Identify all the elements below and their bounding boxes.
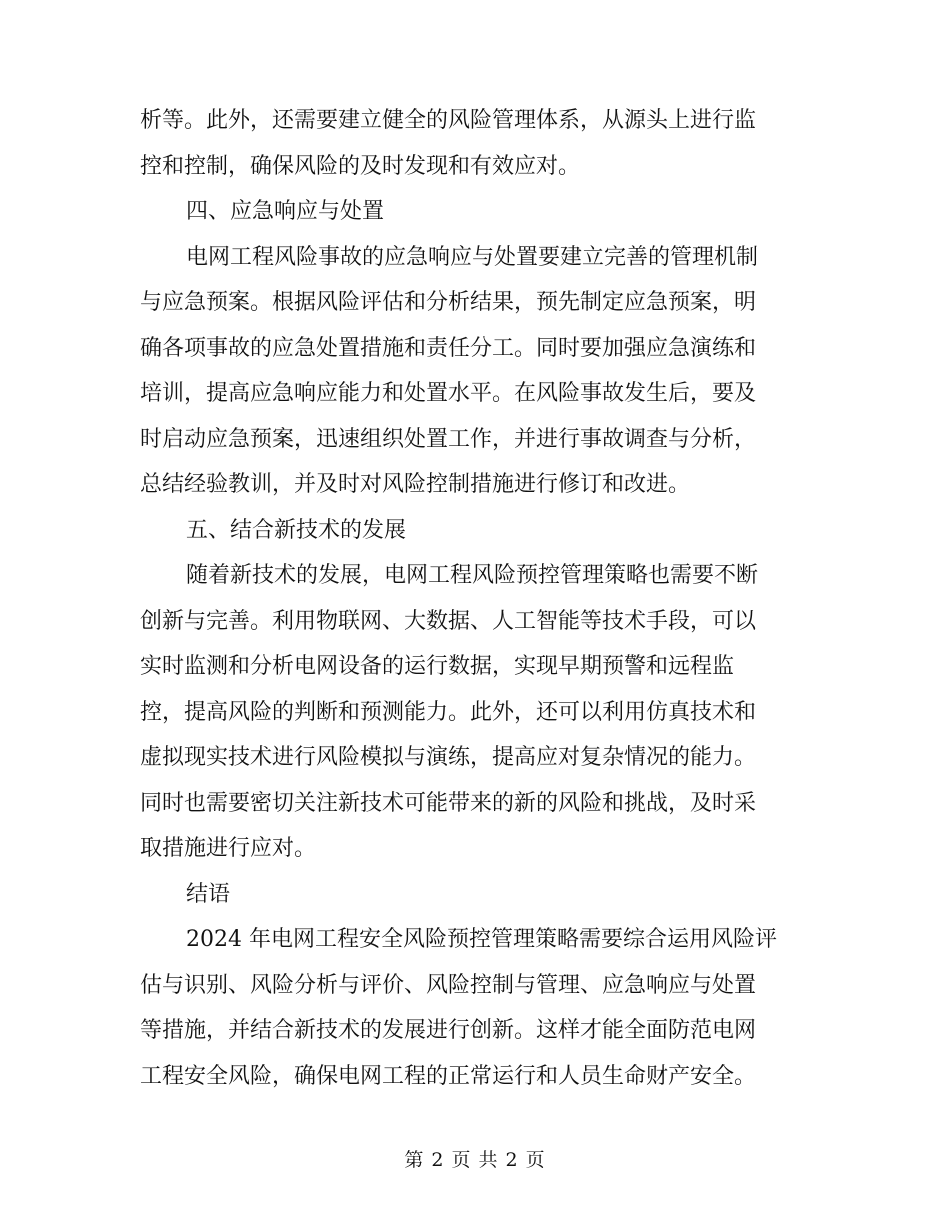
document-body [140,98,805,1099]
text-line: 实时监测和分析电网设备的运行数据，实现早期预警和远程监 [140,654,735,679]
text-line: 取措施进行应对。 [140,836,317,861]
text-line: 估与识别、风险分析与评价、风险控制与管理、应急响应与处置 [140,972,757,998]
text-line: 虚拟现实技术进行风险模拟与演练，提高应对复杂情况的能力。 [140,745,757,770]
text-line: 析等。此外，还需要建立健全的风险管理体系，从源头上进行监 [140,108,757,133]
text-line: 时启动应急预案，迅速组织处置工作，并进行事故调查与分析， [140,426,757,452]
text-line: 培训，提高应急响应能力和处置水平。在风险事故发生后，要及 [140,381,757,406]
page-number-footer: 第 2 页 共 2 页 [404,1149,546,1171]
text-line: 五、结合新技术的发展 [186,517,407,543]
text-line: 工程安全风险，确保电网工程的正常运行和人员生命财产安全。 [140,1063,757,1089]
text-line: 电网工程风险事故的应急响应与处置要建立完善的管理机制 [186,244,759,270]
text-line: 控，提高风险的判断和预测能力。此外，还可以利用仿真技术和 [140,699,757,725]
text-line: 与应急预案。根据风险评估和分析结果，预先制定应急预案，明 [140,290,757,315]
text-line: 总结经验教训，并及时对风险控制措施进行修订和改进。 [140,472,691,497]
text-line: 2024 年电网工程安全风险预控管理策略需要综合运用风险评 [186,927,777,952]
text-line: 确各项事故的应急处置措施和责任分工。同时要加强应急演练和 [140,335,757,361]
text-line: 结语 [186,881,231,907]
text-line: 同时也需要密切关注新技术可能带来的新的风险和挑战，及时采 [140,790,757,816]
text-line: 随着新技术的发展，电网工程风险预控管理策略也需要不断 [186,563,759,588]
text-line: 等措施，并结合新技术的发展进行创新。这样才能全面防范电网 [140,1018,757,1043]
text-line: 四、应急响应与处置 [186,199,385,224]
text-line: 控和控制，确保风险的及时发现和有效应对。 [140,153,581,179]
text-line: 创新与完善。利用物联网、大数据、人工智能等技术手段，可以 [140,608,757,634]
